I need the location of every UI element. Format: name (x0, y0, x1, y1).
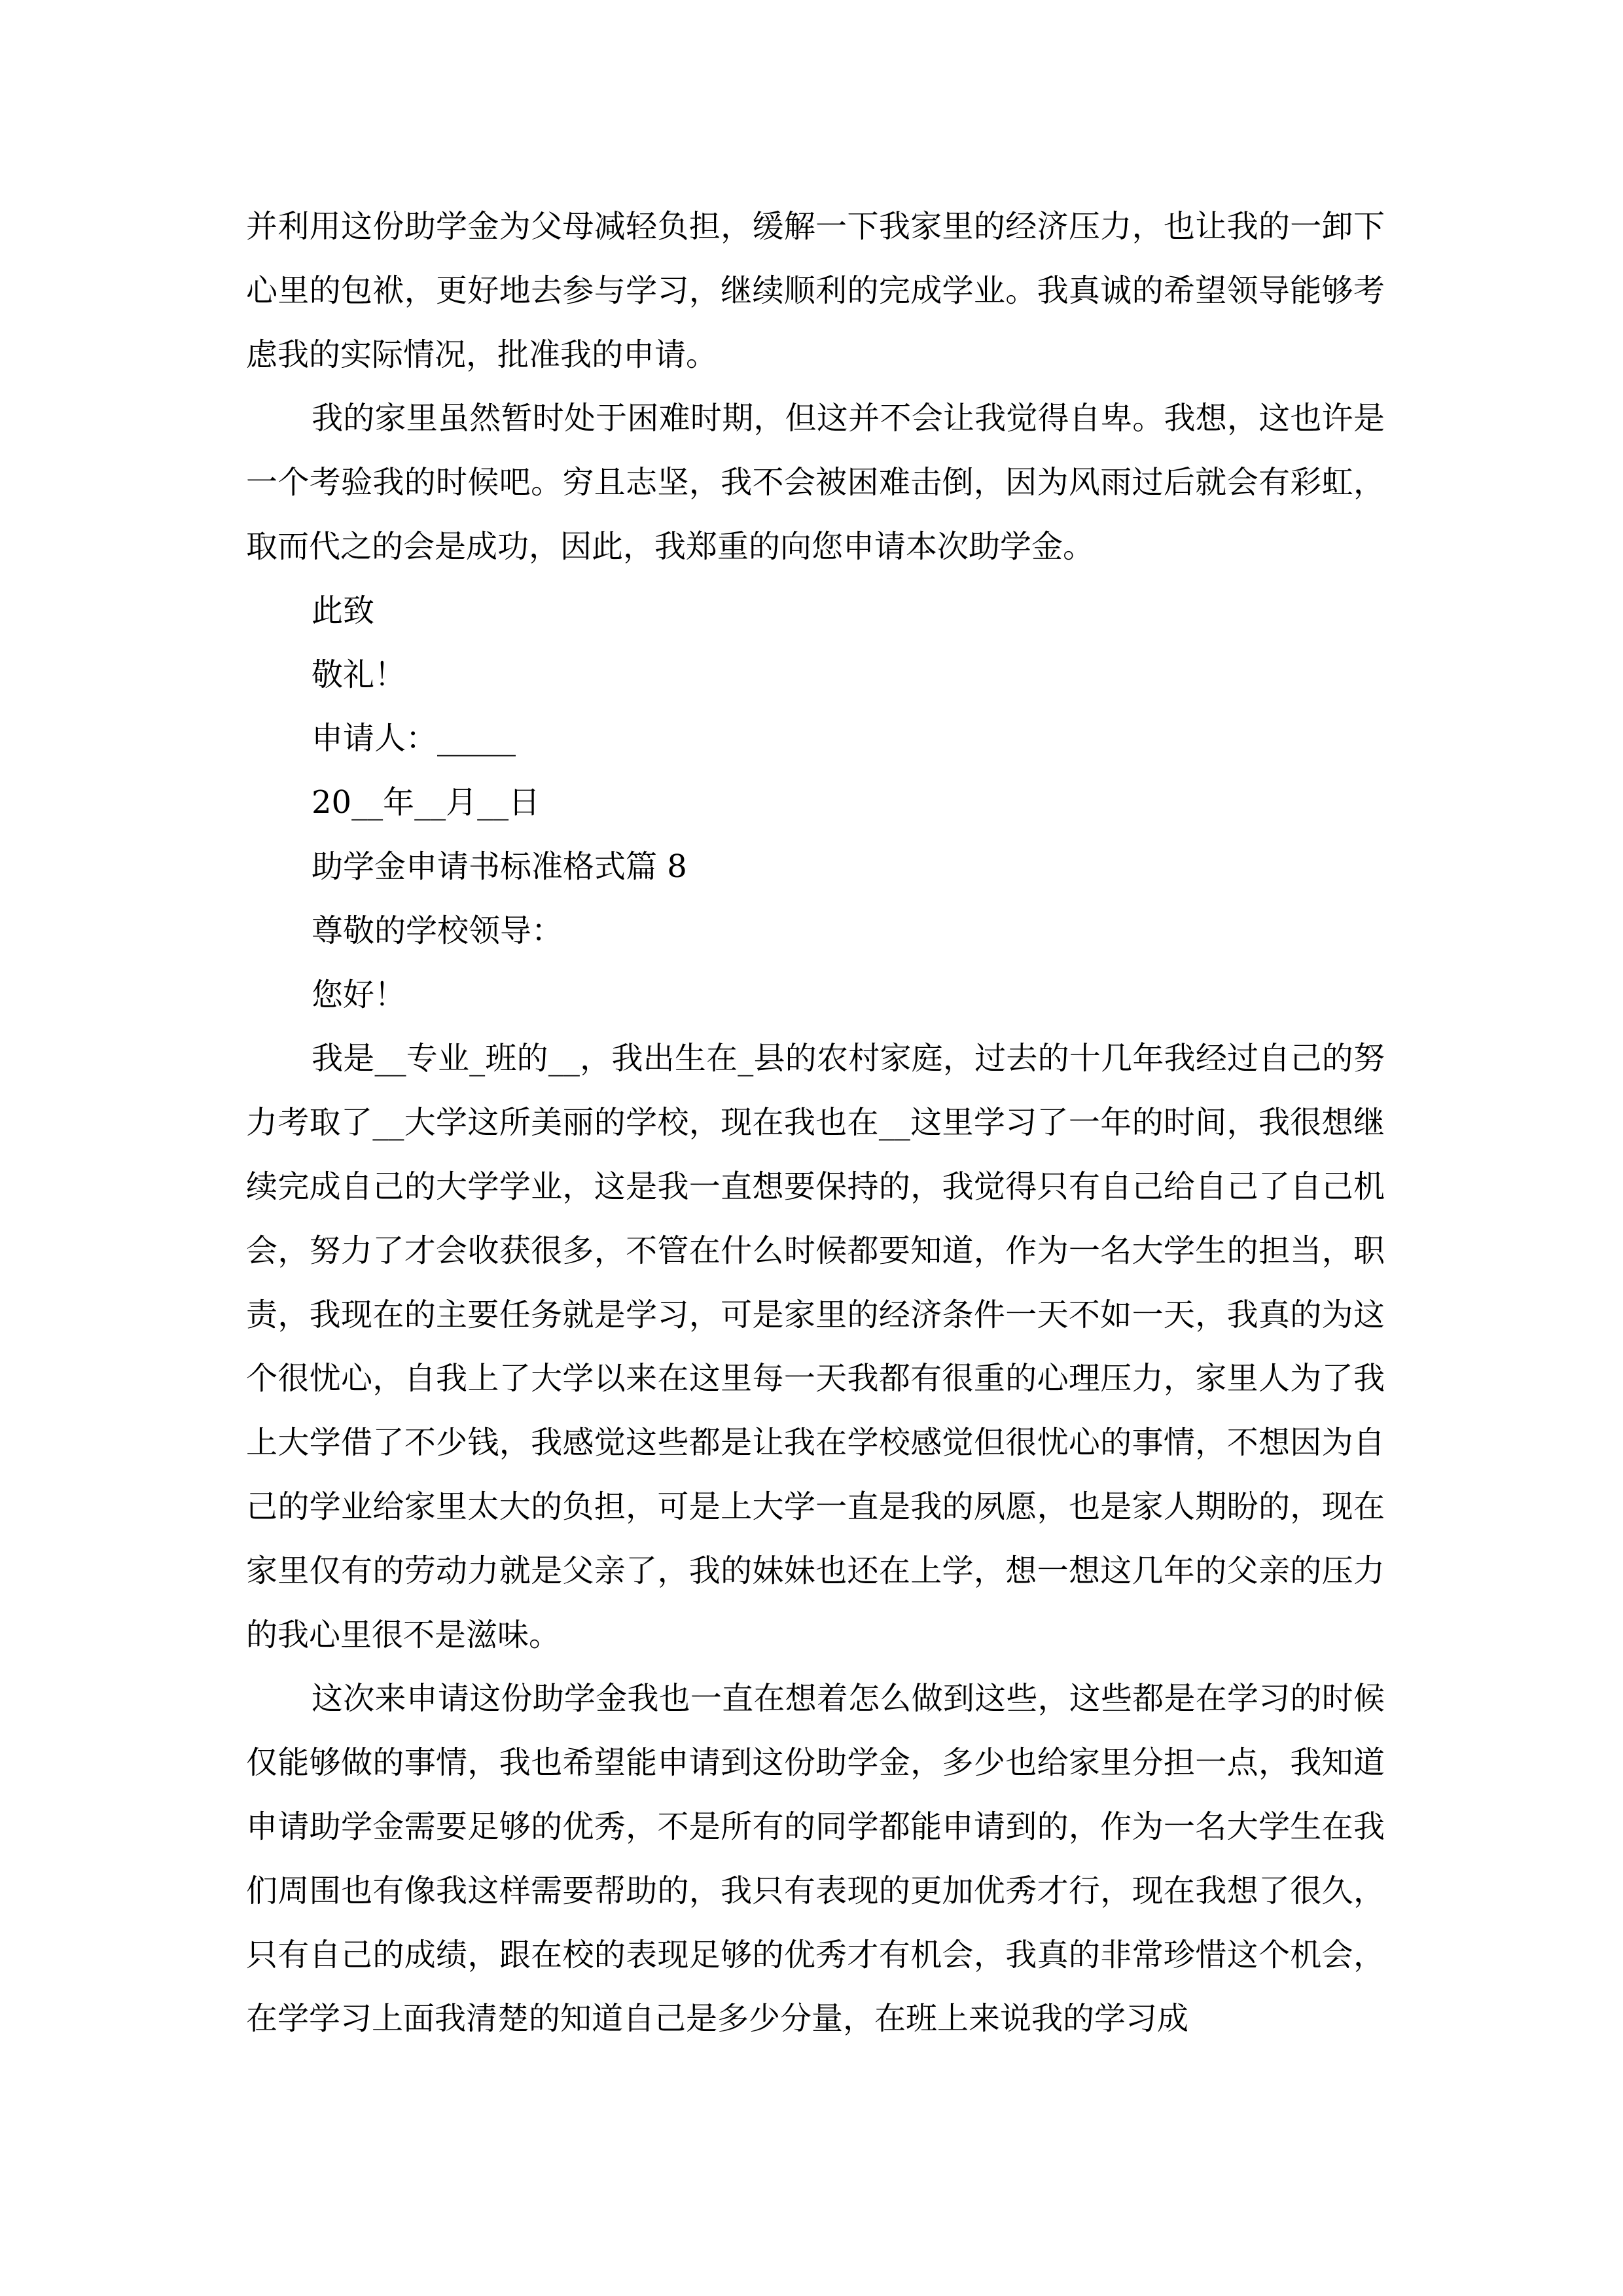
date-line: 20__年__月__日 (312, 784, 541, 821)
paragraph-introduction: 我是__专业_班的__，我出生在_县的农村家庭，过去的十几年我经过自己的努力考取了__大学这所美丽的学校，现在我也在__这里学习了一年的时间，我很想继续完成自己的大学学业，这是我一直想要保持的，我觉得只有自己给自己了自己机会，努力了才会收获很多，不管在什么时候都要知道，作为一名大学生的担当，职责，我现在的主要任务就是学习，可是家里的经济条件一天不如一天，我真的为这个很忧心，自我上了大学以来在这里每一天我都有很重的心理压力，家里人为了我上大学借了不少钱，我感觉这些都是让我在学校感觉但很忧心的事情，不想因为自己的学业给家里太大的负担，可是上大学一直是我的夙愿，也是家人期盼的，现在家里仅有的劳动力就是父亲了，我的妹妹也还在上学，想一想这几年的父亲的压力的我心里很不是滋味。 (246, 1040, 1385, 1653)
document-page (246, 195, 1385, 2051)
greeting-hello: 您好！ (312, 976, 406, 1013)
greeting-addressee: 尊敬的学校领导： (312, 912, 563, 949)
closing-regards: 敬礼！ (312, 656, 406, 693)
paragraph-application-reason: 这次来申请这份助学金我也一直在想着怎么做到这些，这些都是在学习的时候仅能够做的事情，我也希望能申请到这份助学金，多少也给家里分担一点，我知道申请助学金需要足够的优秀，不是所有的同学都能申请到的，作为一名大学生在我们周围也有像我这样需要帮助的，我只有表现的更加优秀才行，现在我想了很久，只有自己的成绩，跟在校的表现足够的优秀才有机会，我真的非常珍惜这个机会，在学学习上面我清楚的知道自己是多少分量，在班上来说我的学习成 (246, 1680, 1385, 2037)
paragraph-not-inferior: 我的家里虽然暂时处于困难时期，但这并不会让我觉得自卑。我想，这也许是一个考验我的时候吧。穷且志坚，我不会被困难击倒，因为风雨过后就会有彩虹，取而代之的会是成功，因此，我郑重的向您申请本次助学金。 (246, 400, 1385, 565)
applicant-signature-line: 申请人：_____ (312, 720, 516, 757)
section-heading: 助学金申请书标准格式篇 8 (312, 848, 687, 885)
paragraph-continued: 并利用这份助学金为父母减轻负担，缓解一下我家里的经济压力，也让我的一卸下心里的包袱，更好地去参与学习，继续顺利的完成学业。我真诚的希望领导能够考虑我的实际情况，批准我的申请。 (246, 208, 1385, 373)
closing-salutation: 此致 (312, 592, 375, 629)
